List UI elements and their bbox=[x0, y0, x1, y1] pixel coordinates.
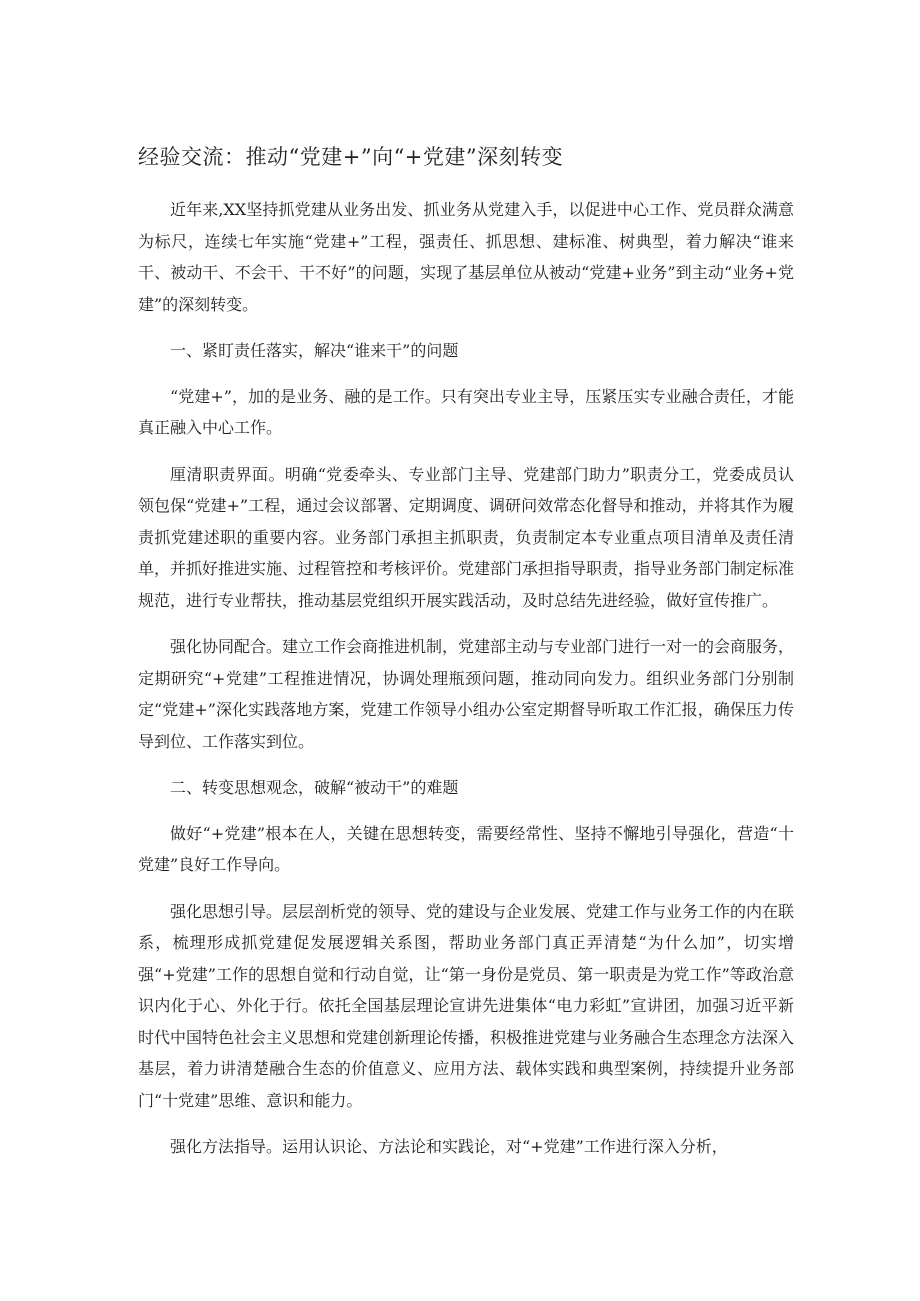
section-heading-2: 二、转变思想观念，破解“被动干”的难题 bbox=[170, 778, 459, 797]
body-paragraph: 做好“+党建”根本在人，关键在思想转变，需要经常性、坚持不懈地引导强化，营造“十党建”良好工作导向。 bbox=[138, 823, 794, 874]
document-title: 经验交流：推动“党建+”向“+党建”深刻转变 bbox=[138, 145, 564, 169]
body-paragraph: 强化方法指导。运用认识论、方法论和实践论，对“+党建”工作进行深入分析， bbox=[170, 1137, 728, 1156]
body-paragraph: 厘清职责界面。明确“党委牵头、专业部门主导、党建部门助力”职责分工，党委成员认领包保“党建+”工程，通过会议部署、定期调度、调研问效常态化督导和推动，并将其作为履责抓党建述职的重要内容。业务部门承担主抓职责，负责制定本专业重点项目清单及责任清单，并抓好推进实施、过程管控和考核评价。党建部门承担指导职责，指导业务部门制定标准规范，进行专业帮扶，推动基层党组织开展实践活动，及时总结先进经验，做好宣传推广。 bbox=[138, 464, 795, 610]
body-paragraph: 强化协同配合。建立工作会商推进机制，党建部主动与专业部门进行一对一的会商服务，定期研究“+党建”工程推进情况，协调处理瓶颈问题，推动同向发力。组织业务部门分别制定“党建+”深化实践落地方案，党建工作领导小组办公室定期督导听取工作汇报，确保压力传导到位、工作落实到位。 bbox=[138, 637, 795, 751]
document-body bbox=[138, 194, 794, 1163]
document-page bbox=[138, 0, 798, 1301]
body-paragraph: “党建+”，加的是业务、融的是工作。只有突出专业主导，压紧压实专业融合责任，才能真正融入中心工作。 bbox=[138, 386, 794, 437]
body-paragraph: 强化思想引导。层层剖析党的领导、党的建设与企业发展、党建工作与业务工作的内在联系，梳理形成抓党建促发展逻辑关系图，帮助业务部门真正弄清楚“为什么加”，切实增强“+党建”工作的思想自觉和行动自觉，让“第一身份是党员、第一职责是为党工作”等政治意识内化于心、外化于行。依托全国基层理论宣讲先进集体“电力彩虹”宣讲团，加强习近平新时代中国特色社会主义思想和党建创新理论传播，积极推进党建与业务融合生态理念方法深入基层，着力讲清楚融合生态的价值意义、应用方法、载体实践和典型案例，持续提升业务部门“十党建”思维、意识和能力。 bbox=[138, 901, 795, 1110]
intro-paragraph: 近年来,XX坚持抓党建从业务出发、抓业务从党建入手，以促进中心工作、党员群众满意为标尺，连续七年实施“党建+”工程，强责任、抓思想、建标准、树典型，着力解决“谁来干、被动干、不会干、干不好”的问题，实现了基层单位从被动“党建+业务”到主动“业务+党建”的深刻转变。 bbox=[138, 200, 794, 314]
section-heading-1: 一、紧盯责任落实，解决“谁来干”的问题 bbox=[170, 341, 459, 360]
